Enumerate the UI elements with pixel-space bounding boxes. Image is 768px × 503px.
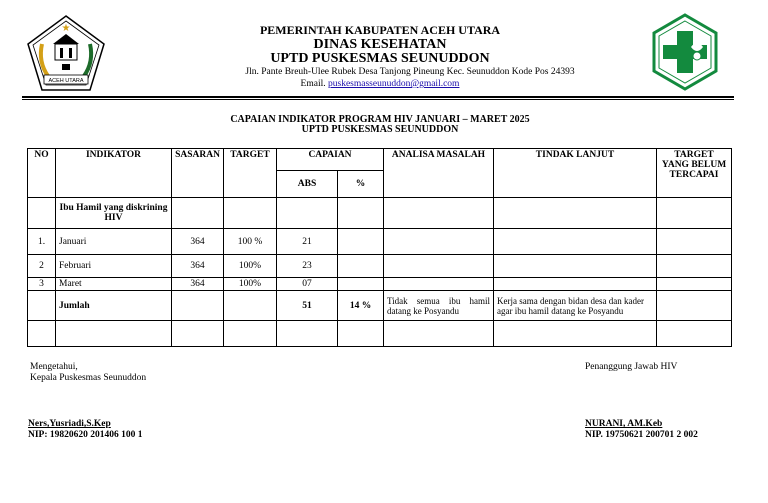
cell-no: 2 [28, 255, 56, 278]
responsible-name: NURANI, AM.Keb [585, 419, 663, 429]
puskesmas-logo [651, 13, 719, 91]
col-header-target-belum: TARGET YANG BELUM TERCAPAI [657, 149, 732, 198]
total-pct: 14 % [338, 291, 384, 321]
cell-sasaran: 364 [172, 255, 224, 278]
svg-text:ACEH UTARA: ACEH UTARA [48, 78, 84, 84]
head-nip: NIP: 19820620 201406 100 1 [28, 430, 143, 440]
col-header-sasaran: SASARAN [172, 149, 224, 198]
header-uptd: UPTD PUSKESMAS SEUNUDDON [270, 51, 490, 66]
signature-right-block [585, 362, 677, 373]
total-label: Jumlah [56, 291, 172, 321]
hiv-indicator-table [27, 148, 732, 347]
col-header-no: NO [28, 149, 56, 198]
head-name: Ners,Yusriadi,S.Kep [28, 419, 111, 429]
table-row-group [28, 198, 732, 229]
total-analisa: Tidak semua ibu hamil datang ke Posyandu [384, 291, 494, 321]
cell-no: 3 [28, 278, 56, 291]
responsible-label: Penanggung Jawab HIV [585, 362, 678, 372]
aceh-utara-logo [26, 14, 106, 92]
cell-sasaran: 364 [172, 229, 224, 255]
cell-sasaran: 364 [172, 278, 224, 291]
signature-left-name-block [28, 419, 143, 441]
cell-target: 100 % [224, 229, 277, 255]
cell-target: 100% [224, 255, 277, 278]
responsible-nip: NIP. 19750621 200701 2 002 [585, 430, 698, 440]
group-label: Ibu Hamil yang diskrining HIV [56, 198, 172, 229]
acknowledged-label: Mengetahui, [30, 362, 78, 372]
report-subtitle: UPTD PUSKESMAS SEUNUDDON [301, 124, 459, 135]
cell-abs: 23 [277, 255, 338, 278]
cell-abs: 21 [277, 229, 338, 255]
col-header-target: TARGET [224, 149, 277, 198]
signature-left-block [30, 362, 146, 384]
header-rule-thick [22, 96, 734, 98]
cell-no: 1. [28, 229, 56, 255]
header-email-line [200, 79, 560, 89]
col-header-capaian: CAPAIAN [277, 149, 384, 171]
col-header-pct: % [338, 171, 384, 198]
email-link[interactable]: puskesmasseunuddon@gmail.com [328, 79, 460, 89]
cell-target: 100% [224, 278, 277, 291]
signature-right-name-block [585, 419, 698, 441]
head-title: Kepala Puskesmas Seunuddon [30, 373, 147, 383]
total-abs: 51 [277, 291, 338, 321]
table-row [28, 255, 732, 278]
table-row [28, 278, 732, 291]
col-header-abs: ABS [277, 171, 338, 198]
cell-abs: 07 [277, 278, 338, 291]
col-header-tindak-lanjut: TINDAK LANJUT [494, 149, 657, 198]
col-header-analisa: ANALISA MASALAH [384, 149, 494, 198]
cell-indikator: Januari [56, 229, 172, 255]
cell-indikator: Februari [56, 255, 172, 278]
table-row-total [28, 291, 732, 321]
header-government: PEMERINTAH KABUPATEN ACEH UTARA [259, 23, 501, 37]
email-label: Email. [300, 79, 326, 89]
total-tindak-lanjut: Kerja sama dengan bidan desa dan kader agar ibu hamil datang ke Posyandu [494, 291, 657, 321]
header-rule-thin [22, 99, 734, 100]
table-row [28, 229, 732, 255]
svg-text:★: ★ [61, 23, 71, 34]
table-row-empty [28, 321, 732, 347]
cell-indikator: Maret [56, 278, 172, 291]
col-header-indikator: INDIKATOR [56, 149, 172, 198]
header-dinas: DINAS KESEHATAN [313, 37, 447, 52]
report-title: CAPAIAN INDIKATOR PROGRAM HIV JANUARI – MARET 2025 [230, 114, 530, 125]
header-address: Jln. Pante Breuh-Ulee Rubek Desa Tanjong Pineung Kec. Seunuddon Kode Pos 24393 [245, 67, 575, 77]
